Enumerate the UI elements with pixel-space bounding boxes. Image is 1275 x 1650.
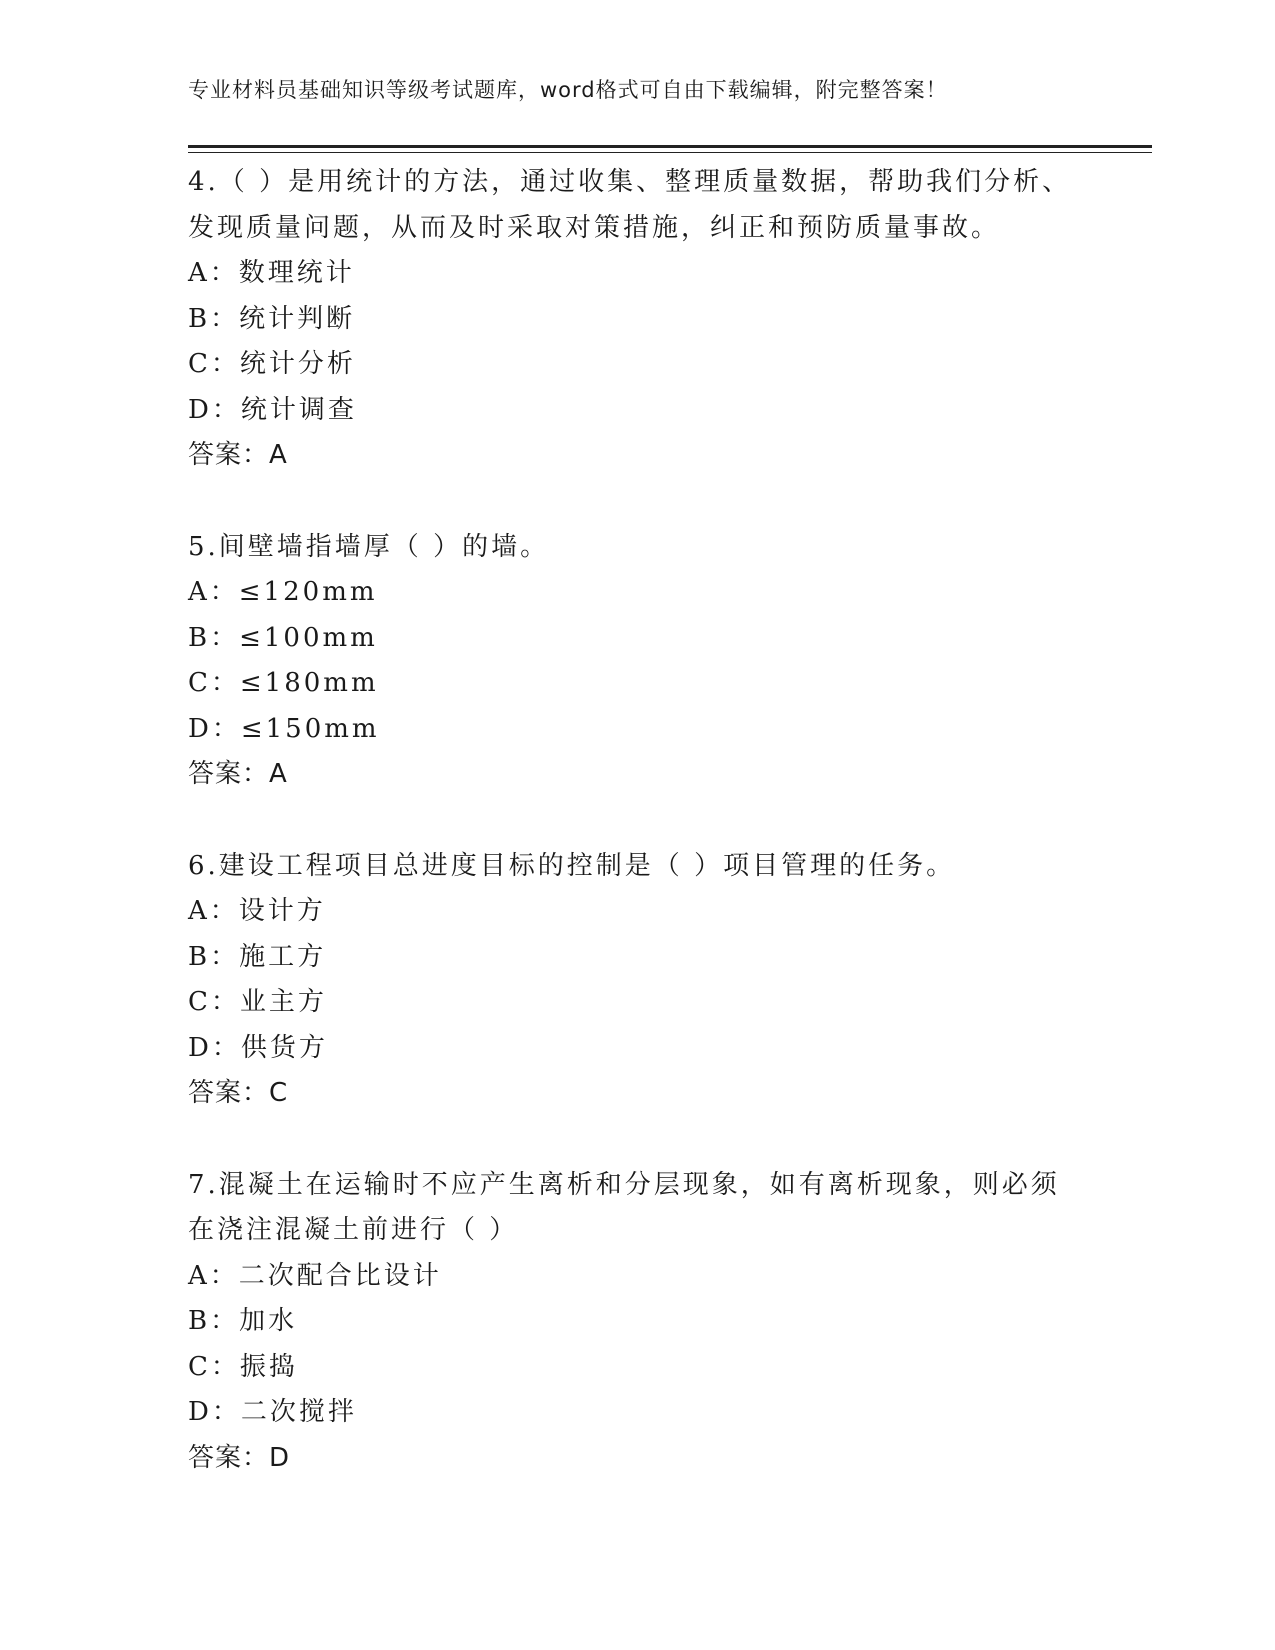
question-stem-line: 在浇注混凝土前进行（ ） [188,1215,519,1245]
question-5 [188,525,1152,798]
option-d: D：统计调查 [188,394,357,425]
option-a: A：数理统计 [188,258,355,288]
question-4 [188,160,1152,479]
option-d: D：≤150mm [188,713,380,744]
question-stem-line: 发现质量问题，从而及时采取对策措施，纠正和预防质量事故。 [188,212,1001,243]
option-b: B：施工方 [188,941,327,972]
answer-label: 答案：D [188,1442,291,1473]
header-rule-thick [188,145,1152,148]
question-list [188,160,1152,1527]
page-header: 专业材料员基础知识等级考试题库，word格式可自由下载编辑，附完整答案！ [188,78,948,102]
option-d: D：供货方 [188,1032,328,1063]
option-a: A：设计方 [188,896,326,926]
answer-label: 答案：A [188,759,288,789]
option-b: B：统计判断 [188,303,356,334]
question-stem-line: 6.建设工程项目总进度目标的控制是（ ）项目管理的任务。 [188,850,956,881]
question-stem-line: 7.混凝土在运输时不应产生离析和分层现象，如有离析现象，则必须 [188,1169,1060,1200]
option-c: C：统计分析 [188,349,356,379]
answer-label: 答案：C [188,1078,289,1108]
option-c: C：业主方 [188,987,327,1017]
question-stem-line: 4.（ ）是用统计的方法，通过收集、整理质量数据，帮助我们分析、 [188,167,1072,197]
option-b: B：加水 [188,1306,298,1336]
option-d: D：二次搅拌 [188,1397,357,1427]
header-rule-thin [188,152,1152,153]
option-c: C：≤180mm [188,668,379,698]
question-6 [188,844,1152,1117]
option-b: B：≤100mm [188,622,378,653]
question-7 [188,1163,1152,1482]
option-a: A：二次配合比设计 [188,1260,442,1291]
answer-label: 答案：A [188,440,288,470]
question-stem-line: 5.间壁墙指墙厚（ ）的墙。 [188,531,550,562]
option-a: A：≤120mm [188,577,378,607]
option-c: C：振捣 [188,1351,298,1382]
